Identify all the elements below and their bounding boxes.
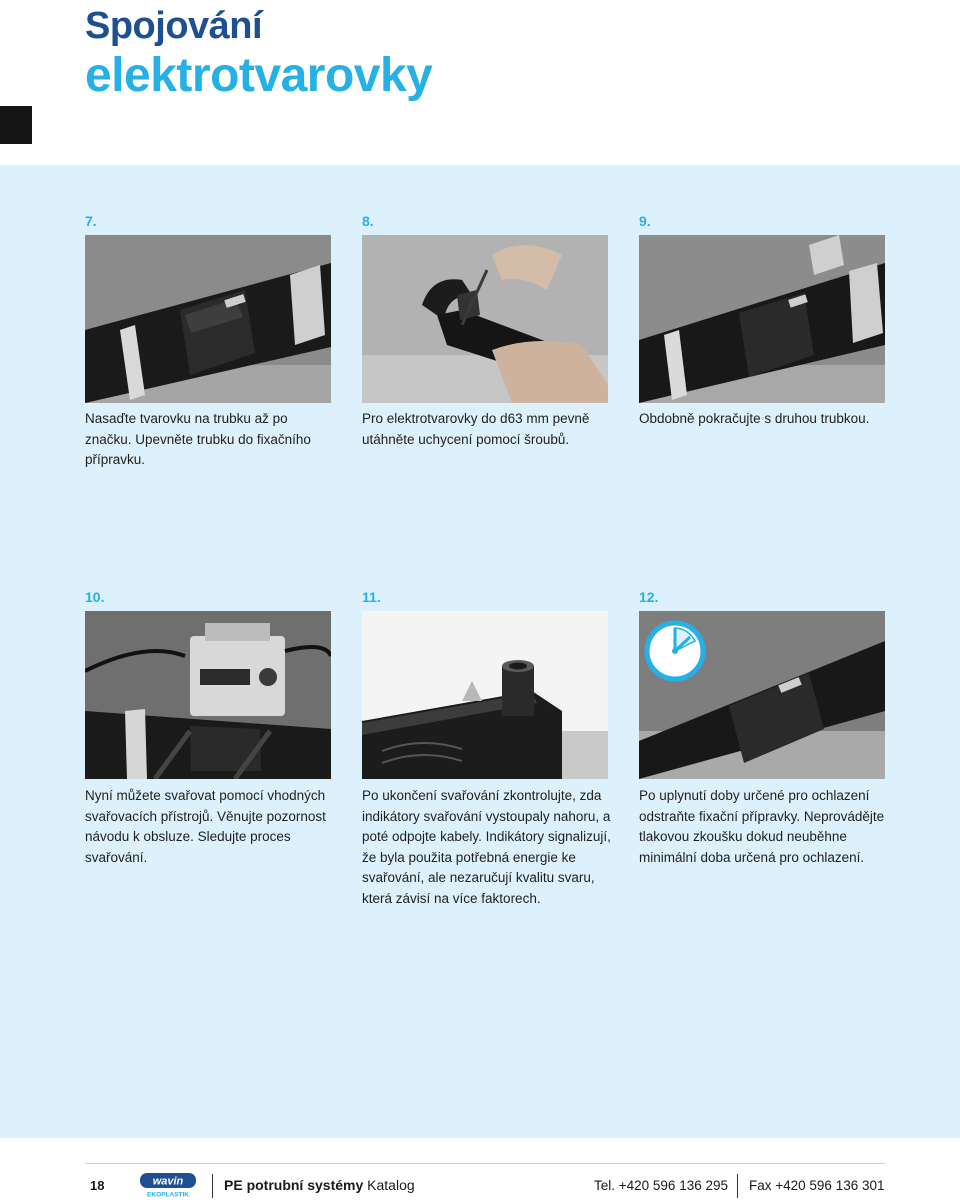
page-title: Spojování [85,5,263,47]
step-number: 10. [85,589,105,605]
catalog-title-strong: PE potrubní systémy [224,1177,364,1193]
welding-unit-connected-photo [85,611,331,779]
logo-subtext: EKOPLASTIK [147,1191,189,1198]
footer-rule [85,1163,885,1164]
footer-divider [212,1174,213,1198]
step-caption: Po uplynutí doby určené pro ochlazení odstraňte fixační přípravky. Neprovádějte tlakovou zkoušku dokud neuběhne minimální doba určená pro ochlazení. [639,788,885,865]
step-caption: Nasaďte tvarovku na trubku až po značku. Upevněte trubku do fixačního přípravku. [85,411,311,467]
catalog-title [224,1177,415,1193]
fitting-on-pipe-in-clamp-photo [85,235,331,403]
step-number: 7. [85,213,97,229]
step-number: 12. [639,589,659,605]
step-caption: Nyní můžete svařovat pomocí vhodných svařovacích přístrojů. Věnujte pozornost návodu k obsluze. Sledujte proces svařování. [85,788,326,865]
page-number: 18 [90,1178,105,1193]
page-subtitle: elektrotvarovky [85,49,433,102]
step-caption: Obdobně pokračujte s druhou trubkou. [639,411,870,426]
step-number: 8. [362,213,374,229]
step-caption: Po ukončení svařování zkontrolujte, zda indikátory svařování vystoupaly nahoru, a poté odpojte kabely. Indikátory signalizují, že byla použita potřebná energie ke svařování, ale nezaručují kvalitu svaru, která závisí na více faktorech. [362,788,611,906]
telephone: Tel. +420 596 136 295 [594,1178,728,1193]
section-marker [0,106,32,144]
fax: Fax +420 596 136 301 [749,1178,885,1193]
logo-text: wavin [152,1175,184,1188]
catalog-title-rest: Katalog [363,1177,415,1193]
second-pipe-in-clamp-photo [639,235,885,403]
tightening-elbow-screws-photo [362,235,608,403]
fusion-indicator-closeup-photo [362,611,608,779]
cooling-time-joint-photo [639,611,885,779]
step-number: 9. [639,213,651,229]
wavin-logo [139,1172,197,1198]
footer-divider [737,1174,738,1198]
clock-icon [647,623,703,679]
step-caption: Pro elektrotvarovky do d63 mm pevně utáhněte uchycení pomocí šroubů. [362,411,590,447]
step-number: 11. [362,589,381,605]
